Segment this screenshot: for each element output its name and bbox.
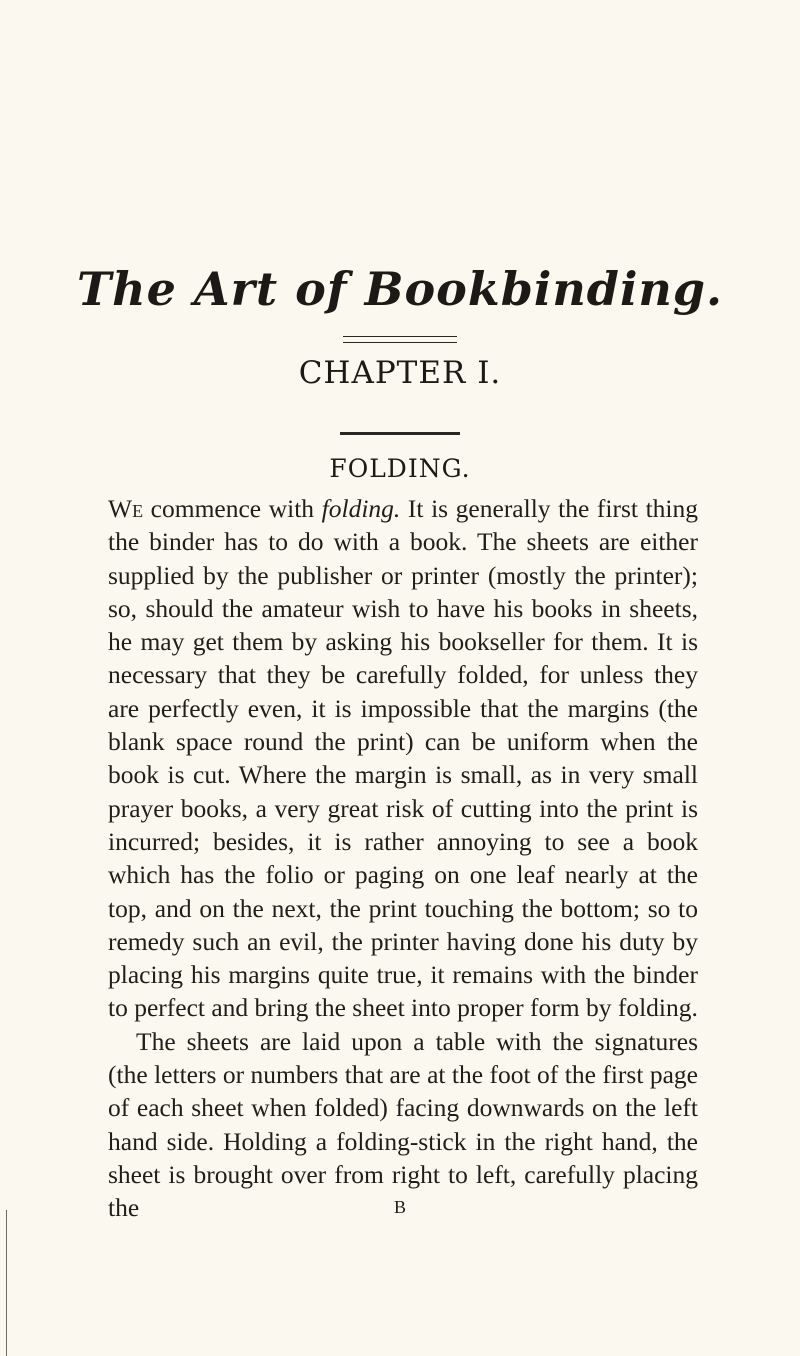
signature-mark: B xyxy=(393,1197,406,1217)
paragraph-1-rest: It is generally the first thing the binder has to do with a book. The sheets are either supplied by the publisher or printer (mostly the printer); so, should the amateur wish to have his books in sheets, he may get them by asking his bookseller for them. It is necessary that they be carefully folded, for unless they are perfectly even, it is impossible that the margins (the blank space round the print) can be uniform when the book is cut. Where the margin is small, as in very small prayer books, a very great risk of cutting into the print is incurred; besides, it is rather annoying to see a book which has the folio or paging on one leaf nearly at the top, and on the next, the print touching the bottom; so to remedy such an evil, the printer having done his duty by placing his margins quite true, it remains with the binder to perfect and bring the sheet into proper form by folding. xyxy=(108,494,698,1023)
page-edge-line xyxy=(6,1210,7,1356)
paragraph-1-italic: folding. xyxy=(321,494,401,523)
paragraph-1-lead: We xyxy=(108,494,144,523)
chapter-rule xyxy=(340,432,460,435)
book-title: The Art of Bookbinding. xyxy=(76,262,724,316)
body-text xyxy=(108,492,698,1225)
paragraph-2: The sheets are laid upon a table with the signatures (the letters or numbers that are at the foot of the first page of each sheet when folded) facing downwards on the left hand side. Holding a folding-stick in the right hand, the sheet is brought over from right to left, carefully placing the xyxy=(108,1026,698,1223)
paragraph-1 xyxy=(108,492,698,1025)
title-double-rule xyxy=(343,336,457,343)
chapter-heading: CHAPTER I. xyxy=(298,355,502,391)
paragraph-1-before-italic: commence with xyxy=(143,494,322,523)
section-heading: FOLDING. xyxy=(329,454,471,483)
